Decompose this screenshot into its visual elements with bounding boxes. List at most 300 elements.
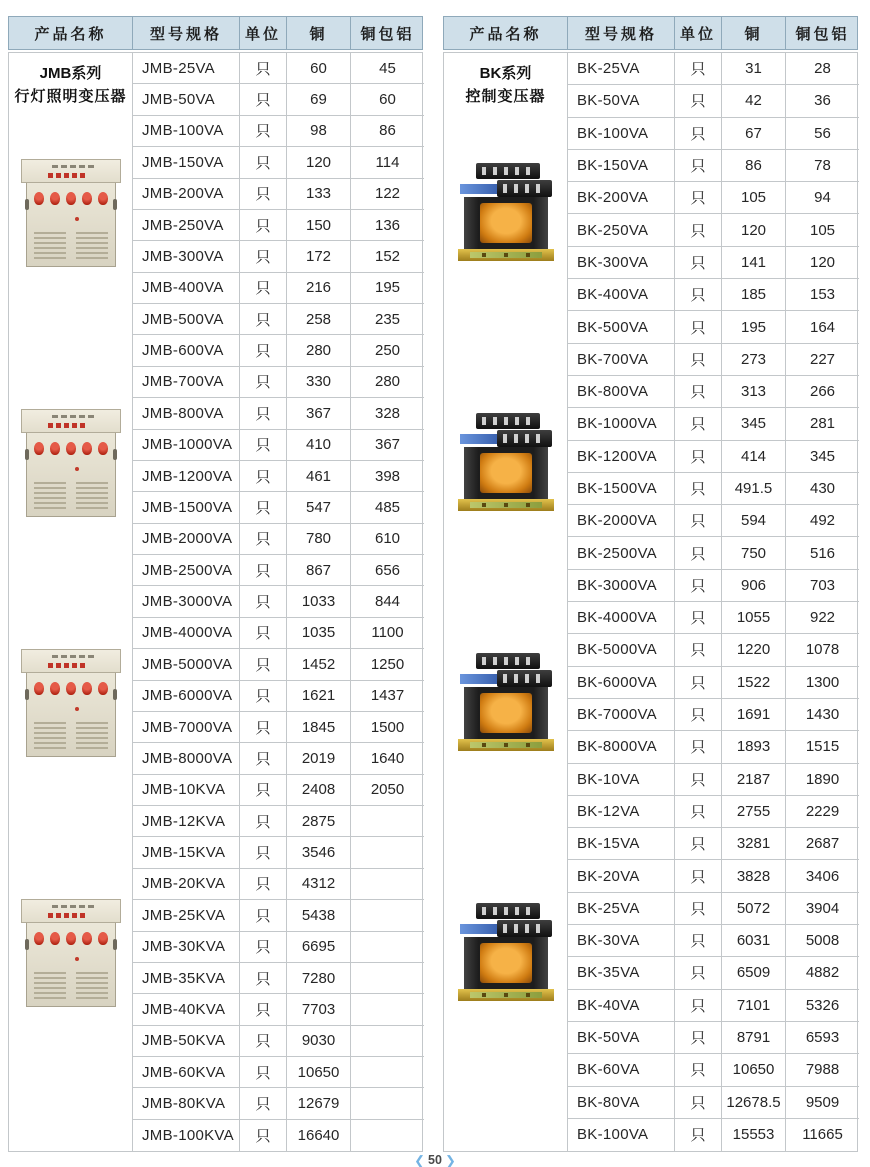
copper-clad-aluminum-price-cell: 1500: [351, 712, 424, 743]
transformer-enclosure: [26, 923, 116, 1007]
copper-clad-aluminum-price-cell: 492: [786, 505, 859, 537]
copper-price-cell: 1845: [287, 712, 351, 743]
unit-cell: 只: [675, 1119, 722, 1151]
copper-price-cell: 4312: [287, 869, 351, 900]
vent-louvers: [34, 232, 66, 259]
unit-cell: 只: [240, 743, 287, 774]
copper-price-cell: 750: [722, 537, 786, 569]
copper-price-cell: 105: [722, 182, 786, 214]
unit-cell: 只: [675, 376, 722, 408]
copper-price-cell: 7280: [287, 963, 351, 994]
copper-clad-aluminum-price-cell: 610: [351, 524, 424, 555]
copper-price-cell: 12679: [287, 1088, 351, 1119]
product-name-cell: [9, 53, 133, 1151]
table-row: [568, 925, 859, 957]
unit-cell: 只: [240, 994, 287, 1025]
unit-cell: 只: [675, 279, 722, 311]
model-spec-cell: JMB-20KVA: [133, 869, 240, 900]
table-row: [133, 900, 424, 931]
terminal-knobs: [34, 932, 108, 945]
model-spec-cell: JMB-700VA: [133, 367, 240, 398]
model-spec-cell: BK-1200VA: [568, 441, 675, 473]
table-row: [133, 932, 424, 963]
copper-price-cell: 6509: [722, 957, 786, 989]
table-row: [133, 555, 424, 586]
table-row: [568, 1119, 859, 1151]
bk-transformer-photo: [456, 159, 556, 275]
table-row: [133, 273, 424, 304]
table-row: [568, 893, 859, 925]
model-spec-cell: JMB-200VA: [133, 179, 240, 210]
model-spec-cell: BK-100VA: [568, 1119, 675, 1151]
copper-clad-aluminum-price-cell: 485: [351, 492, 424, 523]
table-row: [133, 681, 424, 712]
unit-cell: 只: [240, 84, 287, 115]
table-row: [568, 376, 859, 408]
model-spec-cell: JMB-50VA: [133, 84, 240, 115]
transformer-lid: [21, 159, 121, 183]
copper-clad-aluminum-price-cell: 120: [786, 247, 859, 279]
table-row: [133, 335, 424, 366]
model-spec-cell: JMB-3000VA: [133, 586, 240, 617]
copper-clad-aluminum-price-cell: 844: [351, 586, 424, 617]
side-handle: [25, 939, 29, 950]
indicator-dot: [75, 467, 79, 471]
bk-transformer-photo: [456, 409, 556, 525]
table-row: [568, 570, 859, 602]
vent-louvers: [76, 482, 108, 509]
copper-clad-aluminum-price-cell: [351, 1026, 424, 1057]
model-spec-cell: JMB-4000VA: [133, 618, 240, 649]
bk-price-table: [443, 16, 858, 1152]
model-spec-cell: BK-35VA: [568, 957, 675, 989]
copper-clad-aluminum-price-cell: 430: [786, 473, 859, 505]
vent-louvers: [34, 972, 66, 999]
model-spec-cell: JMB-7000VA: [133, 712, 240, 743]
unit-cell: 只: [675, 731, 722, 763]
table-row: [133, 712, 424, 743]
table-row: [568, 408, 859, 440]
copper-price-cell: 150: [287, 210, 351, 241]
table-row: [568, 1087, 859, 1119]
copper-clad-aluminum-price-cell: 250: [351, 335, 424, 366]
page-footer: [0, 1153, 870, 1167]
terminal-knobs: [34, 192, 108, 205]
model-spec-cell: JMB-5000VA: [133, 649, 240, 680]
copper-clad-aluminum-price-cell: 398: [351, 461, 424, 492]
jmb-transformer-photo: [19, 409, 123, 525]
copper-price-cell: 15553: [722, 1119, 786, 1151]
copper-clad-aluminum-price-cell: 1250: [351, 649, 424, 680]
model-spec-cell: BK-25VA: [568, 53, 675, 85]
table-row: [568, 602, 859, 634]
unit-cell: 只: [240, 712, 287, 743]
copper-price-cell: 86: [722, 150, 786, 182]
transformer-lid: [21, 899, 121, 923]
copper-clad-aluminum-price-cell: 78: [786, 150, 859, 182]
copper-clad-aluminum-price-cell: 4882: [786, 957, 859, 989]
unit-cell: 只: [240, 1120, 287, 1151]
copper-clad-aluminum-price-cell: 345: [786, 441, 859, 473]
header-model-spec: 型号规格: [133, 17, 240, 49]
model-spec-cell: JMB-8000VA: [133, 743, 240, 774]
price-rows: [133, 53, 424, 1151]
unit-cell: 只: [240, 179, 287, 210]
table-row: [568, 279, 859, 311]
copper-price-cell: 9030: [287, 1026, 351, 1057]
model-spec-cell: BK-1000VA: [568, 408, 675, 440]
model-spec-cell: BK-2500VA: [568, 537, 675, 569]
copper-clad-aluminum-price-cell: 922: [786, 602, 859, 634]
unit-cell: 只: [675, 150, 722, 182]
product-label: [460, 434, 497, 444]
copper-clad-aluminum-price-cell: 7988: [786, 1054, 859, 1086]
model-spec-cell: JMB-250VA: [133, 210, 240, 241]
table-row: [568, 53, 859, 85]
table-row: [133, 775, 424, 806]
table-row: [133, 1120, 424, 1151]
unit-cell: 只: [675, 247, 722, 279]
table-row: [568, 1022, 859, 1054]
copper-clad-aluminum-price-cell: 1515: [786, 731, 859, 763]
terminal-block: [476, 653, 540, 669]
copper-clad-aluminum-price-cell: 266: [786, 376, 859, 408]
unit-cell: 只: [240, 555, 287, 586]
unit-cell: 只: [675, 408, 722, 440]
copper-price-cell: 10650: [287, 1057, 351, 1088]
copper-price-cell: 6695: [287, 932, 351, 963]
transformer-core: [464, 937, 548, 989]
transformer-core: [464, 447, 548, 499]
table-row: [568, 85, 859, 117]
unit-cell: 只: [675, 344, 722, 376]
unit-cell: 只: [240, 806, 287, 837]
unit-cell: 只: [675, 182, 722, 214]
bk-transformer-photo: [456, 649, 556, 765]
unit-cell: 只: [240, 53, 287, 84]
next-page-icon: ❯: [444, 1153, 456, 1167]
unit-cell: 只: [675, 1087, 722, 1119]
copper-clad-aluminum-price-cell: 281: [786, 408, 859, 440]
copper-price-cell: 133: [287, 179, 351, 210]
header-copper: 铜: [287, 17, 351, 49]
copper-clad-aluminum-price-cell: 56: [786, 118, 859, 150]
unit-cell: 只: [240, 900, 287, 931]
copper-price-cell: 69: [287, 84, 351, 115]
model-spec-cell: BK-6000VA: [568, 667, 675, 699]
unit-cell: 只: [240, 492, 287, 523]
copper-price-cell: 42: [722, 85, 786, 117]
model-spec-cell: BK-200VA: [568, 182, 675, 214]
indicator-dot: [75, 957, 79, 961]
model-spec-cell: BK-10VA: [568, 764, 675, 796]
table-row: [568, 699, 859, 731]
model-spec-cell: JMB-150VA: [133, 147, 240, 178]
copper-clad-aluminum-price-cell: 703: [786, 570, 859, 602]
model-spec-cell: JMB-800VA: [133, 398, 240, 429]
unit-cell: 只: [675, 473, 722, 505]
model-spec-cell: JMB-500VA: [133, 304, 240, 335]
model-spec-cell: BK-100VA: [568, 118, 675, 150]
table-row: [133, 743, 424, 774]
unit-cell: 只: [240, 304, 287, 335]
table-row: [133, 586, 424, 617]
copper-clad-aluminum-price-cell: 195: [351, 273, 424, 304]
unit-cell: 只: [240, 1026, 287, 1057]
copper-price-cell: 367: [287, 398, 351, 429]
transformer-lid: [21, 649, 121, 673]
copper-price-cell: 31: [722, 53, 786, 85]
series-title: JMB系列 行灯照明变压器: [14, 65, 127, 105]
mounting-base: [458, 989, 554, 1001]
product-label: [460, 674, 497, 684]
copper-price-cell: 1621: [287, 681, 351, 712]
model-spec-cell: JMB-10KVA: [133, 775, 240, 806]
terminal-knobs: [34, 442, 108, 455]
table-row: [568, 473, 859, 505]
table-row: [133, 806, 424, 837]
copper-clad-aluminum-price-cell: 1100: [351, 618, 424, 649]
model-spec-cell: JMB-12KVA: [133, 806, 240, 837]
model-spec-cell: JMB-30KVA: [133, 932, 240, 963]
copper-price-cell: 1035: [287, 618, 351, 649]
copper-price-cell: 185: [722, 279, 786, 311]
unit-cell: 只: [675, 957, 722, 989]
unit-cell: 只: [675, 118, 722, 150]
table-row: [133, 963, 424, 994]
copper-price-cell: 10650: [722, 1054, 786, 1086]
copper-clad-aluminum-price-cell: 5326: [786, 990, 859, 1022]
unit-cell: 只: [240, 775, 287, 806]
unit-cell: 只: [675, 441, 722, 473]
copper-price-cell: 2755: [722, 796, 786, 828]
unit-cell: 只: [240, 210, 287, 241]
table-row: [133, 210, 424, 241]
copper-clad-aluminum-price-cell: 328: [351, 398, 424, 429]
copper-clad-aluminum-price-cell: 1078: [786, 634, 859, 666]
copper-clad-aluminum-price-cell: 114: [351, 147, 424, 178]
product-name-cell: [444, 53, 568, 1151]
unit-cell: 只: [240, 586, 287, 617]
model-spec-cell: JMB-1000VA: [133, 430, 240, 461]
model-spec-cell: JMB-35KVA: [133, 963, 240, 994]
table-row: [568, 118, 859, 150]
model-spec-cell: JMB-6000VA: [133, 681, 240, 712]
terminal-block: [497, 670, 552, 687]
indicator-dot: [75, 707, 79, 711]
table-row: [568, 182, 859, 214]
model-spec-cell: BK-25VA: [568, 893, 675, 925]
copper-clad-aluminum-price-cell: 1430: [786, 699, 859, 731]
table-header: [443, 16, 858, 50]
copper-clad-aluminum-price-cell: 164: [786, 311, 859, 343]
model-spec-cell: BK-50VA: [568, 85, 675, 117]
vent-louvers: [34, 482, 66, 509]
table-row: [133, 53, 424, 84]
unit-cell: 只: [675, 699, 722, 731]
terminal-block: [497, 180, 552, 197]
copper-price-cell: 461: [287, 461, 351, 492]
model-spec-cell: BK-40VA: [568, 990, 675, 1022]
copper-price-cell: 6031: [722, 925, 786, 957]
unit-cell: 只: [240, 1057, 287, 1088]
copper-clad-aluminum-price-cell: 1640: [351, 743, 424, 774]
model-spec-cell: JMB-40KVA: [133, 994, 240, 1025]
copper-clad-aluminum-price-cell: 1300: [786, 667, 859, 699]
header-copper-clad-aluminum: 铜包铝: [360, 25, 415, 43]
copper-price-cell: 141: [722, 247, 786, 279]
model-spec-cell: JMB-60KVA: [133, 1057, 240, 1088]
copper-price-cell: 2408: [287, 775, 351, 806]
mounting-base: [458, 499, 554, 511]
copper-price-cell: 1033: [287, 586, 351, 617]
terminal-block: [497, 430, 552, 447]
model-spec-cell: JMB-25VA: [133, 53, 240, 84]
copper-price-cell: 195: [722, 311, 786, 343]
copper-price-cell: 2187: [722, 764, 786, 796]
model-spec-cell: JMB-2000VA: [133, 524, 240, 555]
unit-cell: 只: [675, 505, 722, 537]
copper-price-cell: 8791: [722, 1022, 786, 1054]
copper-price-cell: 60: [287, 53, 351, 84]
vent-louvers: [76, 722, 108, 749]
table-row: [133, 618, 424, 649]
table-row: [568, 667, 859, 699]
copper-winding: [480, 693, 532, 733]
copper-price-cell: 491.5: [722, 473, 786, 505]
table-row: [568, 731, 859, 763]
table-row: [568, 311, 859, 343]
unit-cell: 只: [240, 837, 287, 868]
table-row: [133, 147, 424, 178]
copper-price-cell: 780: [287, 524, 351, 555]
copper-price-cell: 410: [287, 430, 351, 461]
table-row: [133, 524, 424, 555]
model-spec-cell: JMB-50KVA: [133, 1026, 240, 1057]
product-label: [460, 184, 497, 194]
model-spec-cell: JMB-100VA: [133, 116, 240, 147]
unit-cell: 只: [240, 869, 287, 900]
copper-clad-aluminum-price-cell: 2229: [786, 796, 859, 828]
unit-cell: 只: [240, 430, 287, 461]
model-spec-cell: BK-60VA: [568, 1054, 675, 1086]
side-handle: [113, 689, 117, 700]
transformer-core: [464, 687, 548, 739]
model-spec-cell: BK-700VA: [568, 344, 675, 376]
model-spec-cell: BK-30VA: [568, 925, 675, 957]
unit-cell: 只: [675, 537, 722, 569]
model-spec-cell: BK-400VA: [568, 279, 675, 311]
terminal-block: [476, 903, 540, 919]
copper-price-cell: 1691: [722, 699, 786, 731]
unit-cell: 只: [675, 53, 722, 85]
unit-cell: 只: [240, 681, 287, 712]
table-row: [133, 837, 424, 868]
copper-price-cell: 594: [722, 505, 786, 537]
model-spec-cell: JMB-1200VA: [133, 461, 240, 492]
copper-clad-aluminum-price-cell: [351, 900, 424, 931]
copper-price-cell: 313: [722, 376, 786, 408]
copper-clad-aluminum-price-cell: 6593: [786, 1022, 859, 1054]
vent-louvers: [34, 722, 66, 749]
model-spec-cell: BK-3000VA: [568, 570, 675, 602]
side-handle: [25, 199, 29, 210]
unit-cell: 只: [675, 990, 722, 1022]
table-row: [568, 214, 859, 246]
mounting-base: [458, 249, 554, 261]
table-row: [133, 1088, 424, 1119]
table-row: [133, 304, 424, 335]
copper-price-cell: 98: [287, 116, 351, 147]
terminal-block: [476, 413, 540, 429]
copper-price-cell: 906: [722, 570, 786, 602]
copper-price-cell: 330: [287, 367, 351, 398]
model-spec-cell: BK-150VA: [568, 150, 675, 182]
copper-winding: [480, 943, 532, 983]
model-spec-cell: BK-5000VA: [568, 634, 675, 666]
table-row: [568, 828, 859, 860]
unit-cell: 只: [240, 116, 287, 147]
copper-price-cell: 16640: [287, 1120, 351, 1151]
table-row: [568, 764, 859, 796]
copper-price-cell: 1220: [722, 634, 786, 666]
unit-cell: 只: [240, 932, 287, 963]
table-row: [133, 116, 424, 147]
table-body: [443, 52, 858, 1152]
copper-clad-aluminum-price-cell: 2687: [786, 828, 859, 860]
table-header: [8, 16, 423, 50]
model-spec-cell: BK-20VA: [568, 860, 675, 892]
copper-price-cell: 5438: [287, 900, 351, 931]
copper-clad-aluminum-price-cell: 105: [786, 214, 859, 246]
side-handle: [25, 689, 29, 700]
unit-cell: 只: [675, 634, 722, 666]
product-label: [460, 924, 497, 934]
header-copper-clad-aluminum: 铜包铝: [795, 25, 850, 43]
unit-cell: 只: [675, 828, 722, 860]
unit-cell: 只: [675, 796, 722, 828]
model-spec-cell: JMB-25KVA: [133, 900, 240, 931]
copper-price-cell: 172: [287, 241, 351, 272]
vent-louvers: [76, 972, 108, 999]
copper-price-cell: 3546: [287, 837, 351, 868]
table-row: [568, 1054, 859, 1086]
unit-cell: 只: [675, 893, 722, 925]
table-body: [8, 52, 423, 1152]
copper-price-cell: 3281: [722, 828, 786, 860]
copper-price-cell: 345: [722, 408, 786, 440]
unit-cell: 只: [675, 764, 722, 796]
table-row: [133, 994, 424, 1025]
table-row: [133, 367, 424, 398]
copper-clad-aluminum-price-cell: 11665: [802, 1126, 843, 1144]
copper-clad-aluminum-price-cell: 28: [786, 53, 859, 85]
header-unit: 单位: [240, 17, 287, 49]
copper-clad-aluminum-price-cell: 516: [786, 537, 859, 569]
copper-clad-aluminum-price-cell: 122: [351, 179, 424, 210]
unit-cell: 只: [240, 461, 287, 492]
unit-cell: 只: [240, 367, 287, 398]
copper-price-cell: 216: [287, 273, 351, 304]
copper-clad-aluminum-price-cell: 152: [351, 241, 424, 272]
copper-clad-aluminum-price-cell: 36: [786, 85, 859, 117]
copper-price-cell: 1893: [722, 731, 786, 763]
copper-price-cell: 1055: [722, 602, 786, 634]
transformer-enclosure: [26, 183, 116, 267]
unit-cell: 只: [240, 398, 287, 429]
table-row: [568, 441, 859, 473]
transformer-enclosure: [26, 433, 116, 517]
